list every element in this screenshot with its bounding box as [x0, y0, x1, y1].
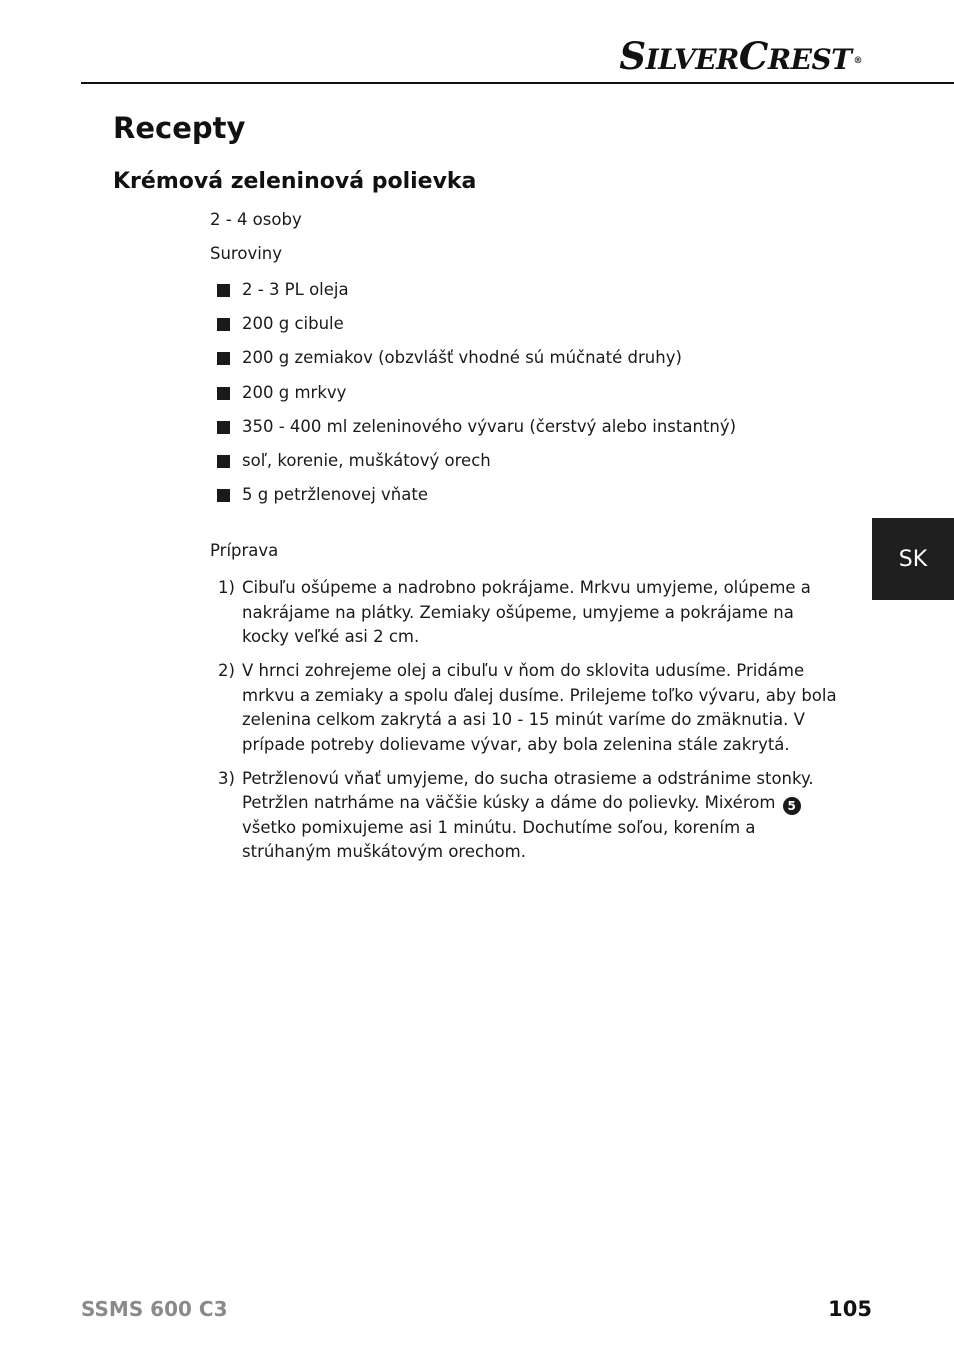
- model-number: SSMS 600 C3: [81, 1297, 228, 1321]
- step-text: V hrnci zohrejeme olej a cibuľu v ňom do sklovita udusíme. Pridáme mrkvu a zemiaky a spolu ďalej dusíme. Prilejeme toľko vývaru, aby bola zelenina celkom zakrytá a asi 10 - 15 minút varíme do zmäknutia. V prípade potreby dolievame vývar, aby bola zelenina stále zakrytá.: [242, 661, 837, 754]
- square-bullet-icon: [217, 455, 230, 468]
- square-bullet-icon: [217, 421, 230, 434]
- step-text: všetko pomixujeme asi 1 minútu. Dochutíme soľou, korením a strúhaným muškátovým orechom.: [242, 817, 756, 862]
- ingredient-text: soľ, korenie, muškátový orech: [242, 450, 491, 470]
- square-bullet-icon: [217, 352, 230, 365]
- step-text: Petržlenovú vňať umyjeme, do sucha otrasieme a odstránime stonky. Petržlen natrháme na väčšie kúsky a dáme do polievky. Mixérom: [242, 768, 814, 813]
- square-bullet-icon: [217, 489, 230, 502]
- ingredient-text: 200 g cibule: [242, 314, 344, 334]
- ingredient-item: [210, 312, 845, 337]
- square-bullet-icon: [217, 284, 230, 297]
- ingredient-item: [210, 483, 845, 508]
- recipe-title: Krémová zeleninová polievka: [113, 169, 477, 194]
- ingredients-heading: Suroviny: [210, 243, 283, 263]
- steps-list: [210, 576, 845, 865]
- part-reference-badge: 5: [783, 797, 801, 815]
- recipe-content: [210, 208, 845, 874]
- logo-text: REST: [767, 43, 852, 76]
- page-number: 105: [828, 1297, 872, 1321]
- registered-mark: ®: [853, 55, 862, 66]
- ingredient-text: 350 - 400 ml zeleninového vývaru (čerstvý alebo instantný): [242, 416, 737, 436]
- step-text: Cibuľu ošúpeme a nadrobno pokrájame. Mrkvu umyjeme, olúpeme a nakrájame na plátky. Zemiaky ošúpeme, umyjeme a pokrájame na kocky veľké asi 2 cm.: [242, 578, 811, 647]
- page-title: Recepty: [113, 111, 246, 145]
- step-number: 1): [218, 578, 235, 598]
- square-bullet-icon: [217, 318, 230, 331]
- preparation-heading: Príprava: [210, 540, 279, 560]
- ingredient-text: 5 g petržlenovej vňate: [242, 485, 428, 505]
- ingredient-text: 200 g zemiakov (obzvlášť vhodné sú múčnaté druhy): [242, 348, 682, 368]
- brand-logo: [619, 34, 862, 78]
- ingredient-item: [210, 415, 845, 440]
- ingredient-item: [210, 449, 845, 474]
- step-number: 2): [218, 661, 235, 681]
- step-item: [210, 659, 845, 757]
- servings: 2 - 4 osoby: [210, 210, 302, 229]
- logo-letter: S: [619, 34, 646, 78]
- ingredients-list: [210, 278, 845, 508]
- header-divider: [81, 82, 954, 84]
- ingredient-text: 2 - 3 PL oleja: [242, 280, 349, 299]
- ingredient-item: [210, 278, 845, 303]
- ingredient-text: 200 g mrkvy: [242, 382, 347, 402]
- language-tab: SK: [872, 518, 954, 600]
- step-number: 3): [218, 768, 235, 788]
- step-item: [210, 576, 845, 650]
- logo-text: ILVER: [645, 43, 739, 76]
- ingredient-item: [210, 346, 845, 371]
- ingredient-item: [210, 381, 845, 406]
- square-bullet-icon: [217, 387, 230, 400]
- step-item: [210, 767, 845, 865]
- logo-letter: C: [738, 34, 768, 78]
